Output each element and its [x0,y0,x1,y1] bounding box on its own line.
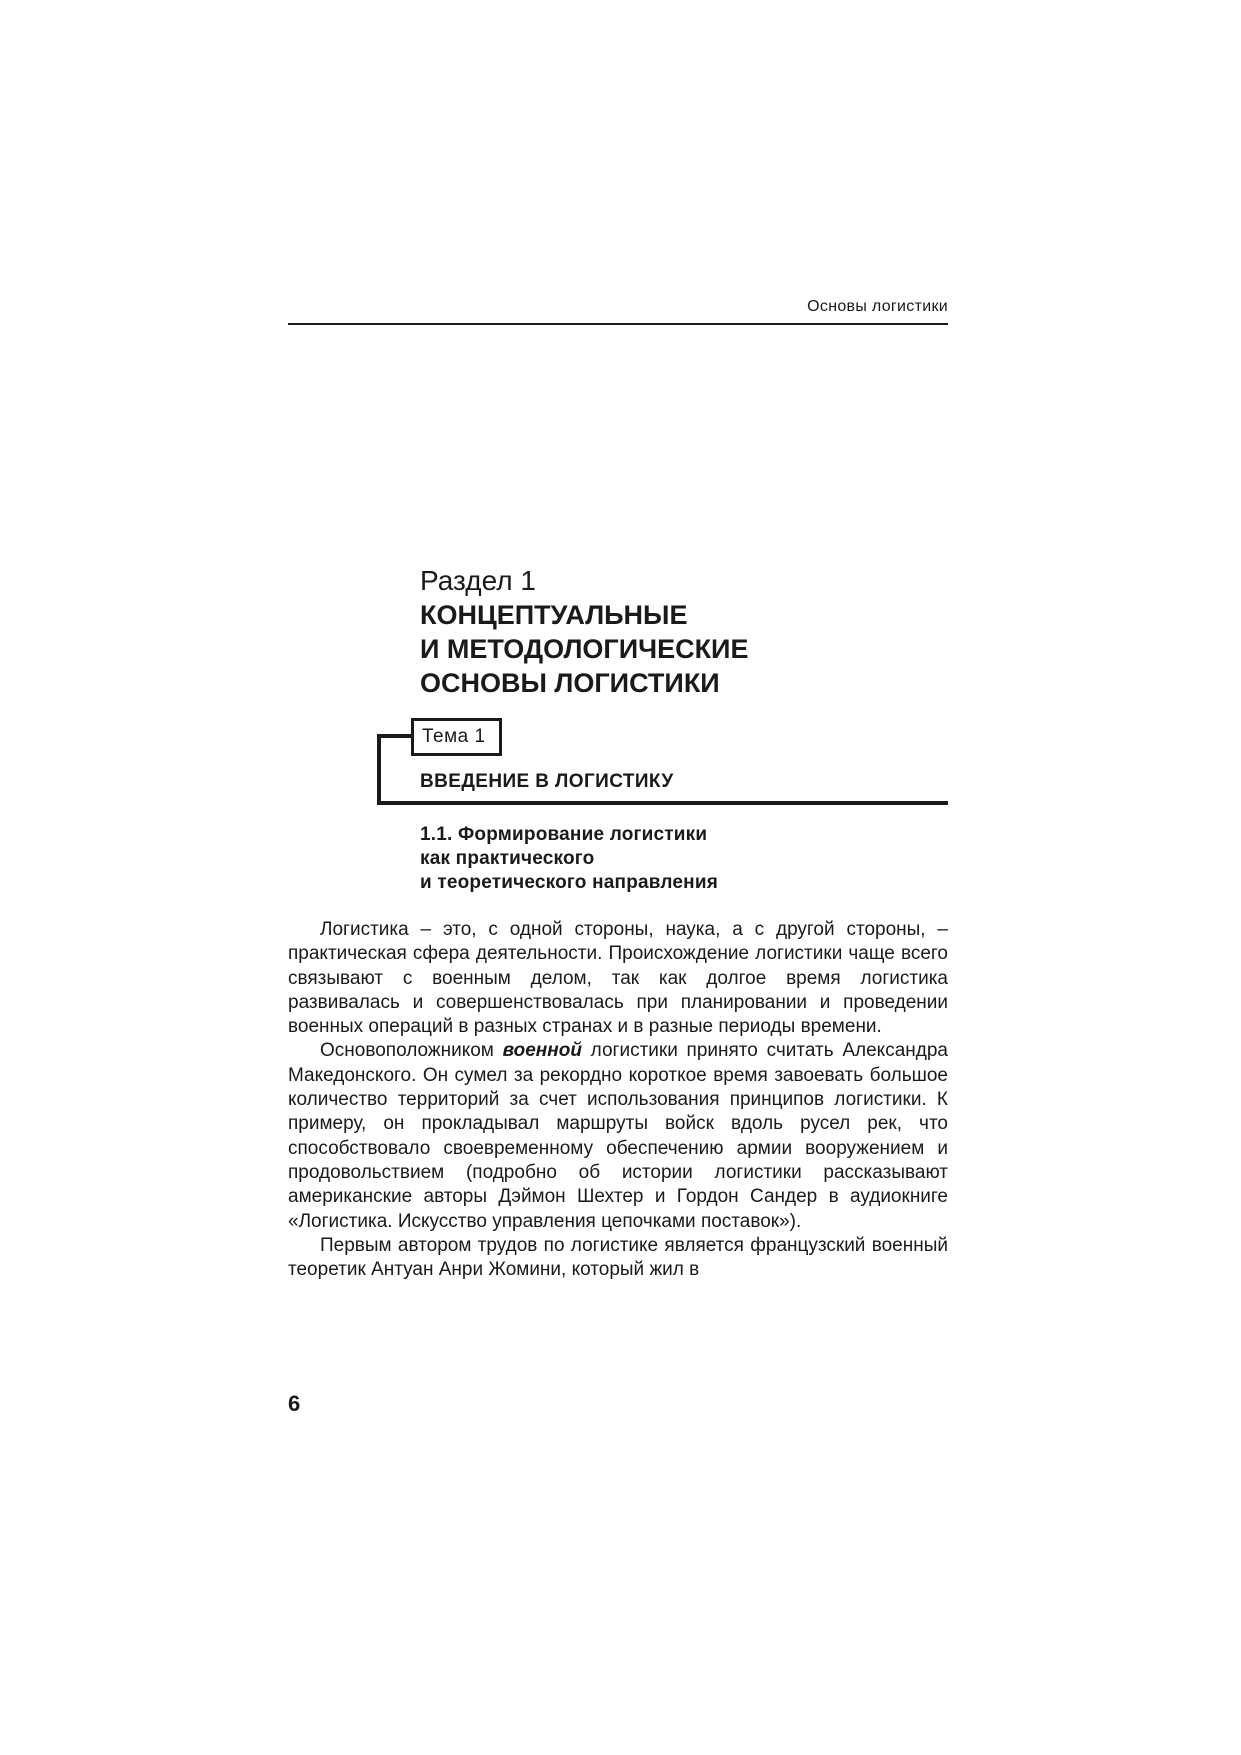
header-rule [288,323,948,325]
subsection-title-line: как практического [420,848,595,869]
theme-title: ВВЕДЕНИЕ В ЛОГИСТИКУ [420,771,674,792]
body-text [288,918,948,1282]
theme-rule [377,801,948,805]
theme-bracket-top [377,734,413,738]
paragraph [288,1039,948,1233]
paragraph: Логистика – это, с одной стороны, наука, а с другой стороны, – практическая сфера деятельности. Происхождение логистики чаще всего связывают с военным делом, так как долгое время логистика развивалась и совершенствовалась при планировании и проведении военных операций в разных странах и в разные периоды времени. [288,919,948,1038]
subsection-title [420,823,718,895]
emphasis-text: военной [502,1040,582,1062]
theme-bracket-left [377,734,381,804]
subsection-title-line: и теоретического направления [420,872,719,893]
section-title-line: ОСНОВЫ ЛОГИСТИКИ [420,668,720,698]
section-title-line: КОНЦЕПТУАЛЬНЫЕ [420,600,688,630]
section-label: Раздел 1 [420,565,536,596]
paragraph-text: логистики принято считать Александра Македонского. Он сумел за рекордно короткое время завоевать большое количество территорий за счет использования принципов логистики. К примеру, он прокладывал маршруты войск вдоль русел рек, что способствовало своевременному обеспечению армии вооружением и продовольствием (подробно об истории логистики рассказывают американские авторы Дэймон Шехтер и Гордон Сандер в аудиокниге «Логистика. Искусство управления цепочками поставок»). [288,1040,948,1232]
page-number: 6 [288,1391,301,1416]
section-title-line: И МЕТОДОЛОГИЧЕСКИЕ [420,634,749,664]
paragraph-text: Основоположником [320,1040,503,1062]
subsection-title-line: 1.1. Формирование логистики [420,824,708,845]
theme-label-box: Тема 1 [411,718,502,756]
paragraph: Первым автором трудов по логистике является французский военный теоретик Антуан Анри Жомини, который жил в [288,1234,948,1281]
section-title [420,598,748,700]
running-header: Основы логистики [807,298,948,315]
